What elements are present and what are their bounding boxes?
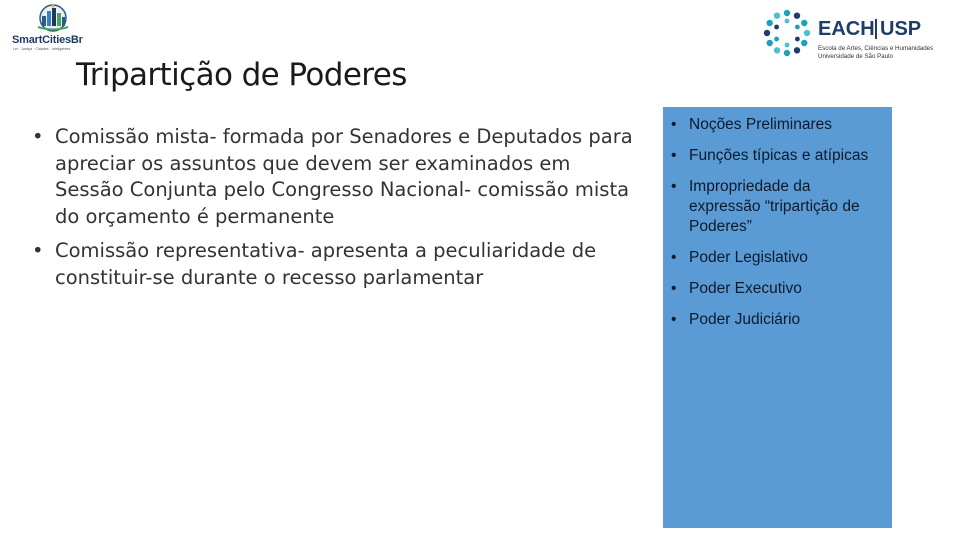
bullet-icon: • [32, 239, 44, 262]
each-usp-logo [762, 8, 938, 64]
topic-item [671, 177, 885, 237]
topic-label: Poder Legislativo [689, 249, 808, 266]
brand-tagline: Lei · Justiça · Cidades · Inteligentes [13, 47, 71, 51]
slide-body [32, 124, 642, 299]
bullet-icon: • [671, 280, 677, 297]
topic-item [671, 310, 885, 330]
slide-title: Tripartição de Poderes [76, 57, 407, 93]
topic-label: Impropriedade da expressão “tripartição de Poderes” [689, 178, 860, 235]
topic-label: Noções Preliminares [689, 116, 832, 133]
logo-subtitle-school: Escola de Artes, Ciências e Humanidades [818, 45, 934, 52]
bullet-icon: • [671, 249, 677, 266]
body-bullet-item [32, 238, 642, 291]
topic-label: Poder Judiciário [689, 311, 801, 328]
bullet-icon: • [671, 147, 677, 164]
smartcities-logo [10, 4, 96, 52]
circular-pattern-icon [762, 8, 812, 58]
body-bullet-item [32, 124, 642, 230]
city-skyline-icon [32, 4, 74, 34]
body-bullet-text: Comissão representativa- apresenta a peculiaridade de constituir-se durante o recesso parlamentar [55, 239, 597, 289]
topic-item [671, 248, 885, 268]
logo-subtitle-university: Universidade de São Paulo [818, 53, 893, 60]
topic-item [671, 279, 885, 299]
bullet-icon: • [671, 178, 677, 195]
topics-list [671, 115, 885, 341]
usp-wordmark: USP [880, 18, 922, 40]
brand-name: SmartCitiesBr [12, 34, 83, 46]
logo-divider [875, 19, 877, 39]
body-bullet-text: Comissão mista- formada por Senadores e Deputados para apreciar os assuntos que devem ser examinados em Sessão Conjunta pelo Congresso Nacional- comissão mista do orçamento é permanente [55, 125, 633, 228]
bullet-icon: • [671, 116, 677, 133]
bullet-icon: • [32, 125, 44, 148]
topic-label: Poder Executivo [689, 280, 802, 297]
bullet-icon: • [671, 311, 677, 328]
topic-item [671, 146, 885, 166]
topic-item [671, 115, 885, 135]
topic-label: Funções típicas e atípicas [689, 147, 869, 164]
topics-panel [663, 107, 892, 528]
each-wordmark: EACH [818, 18, 875, 40]
